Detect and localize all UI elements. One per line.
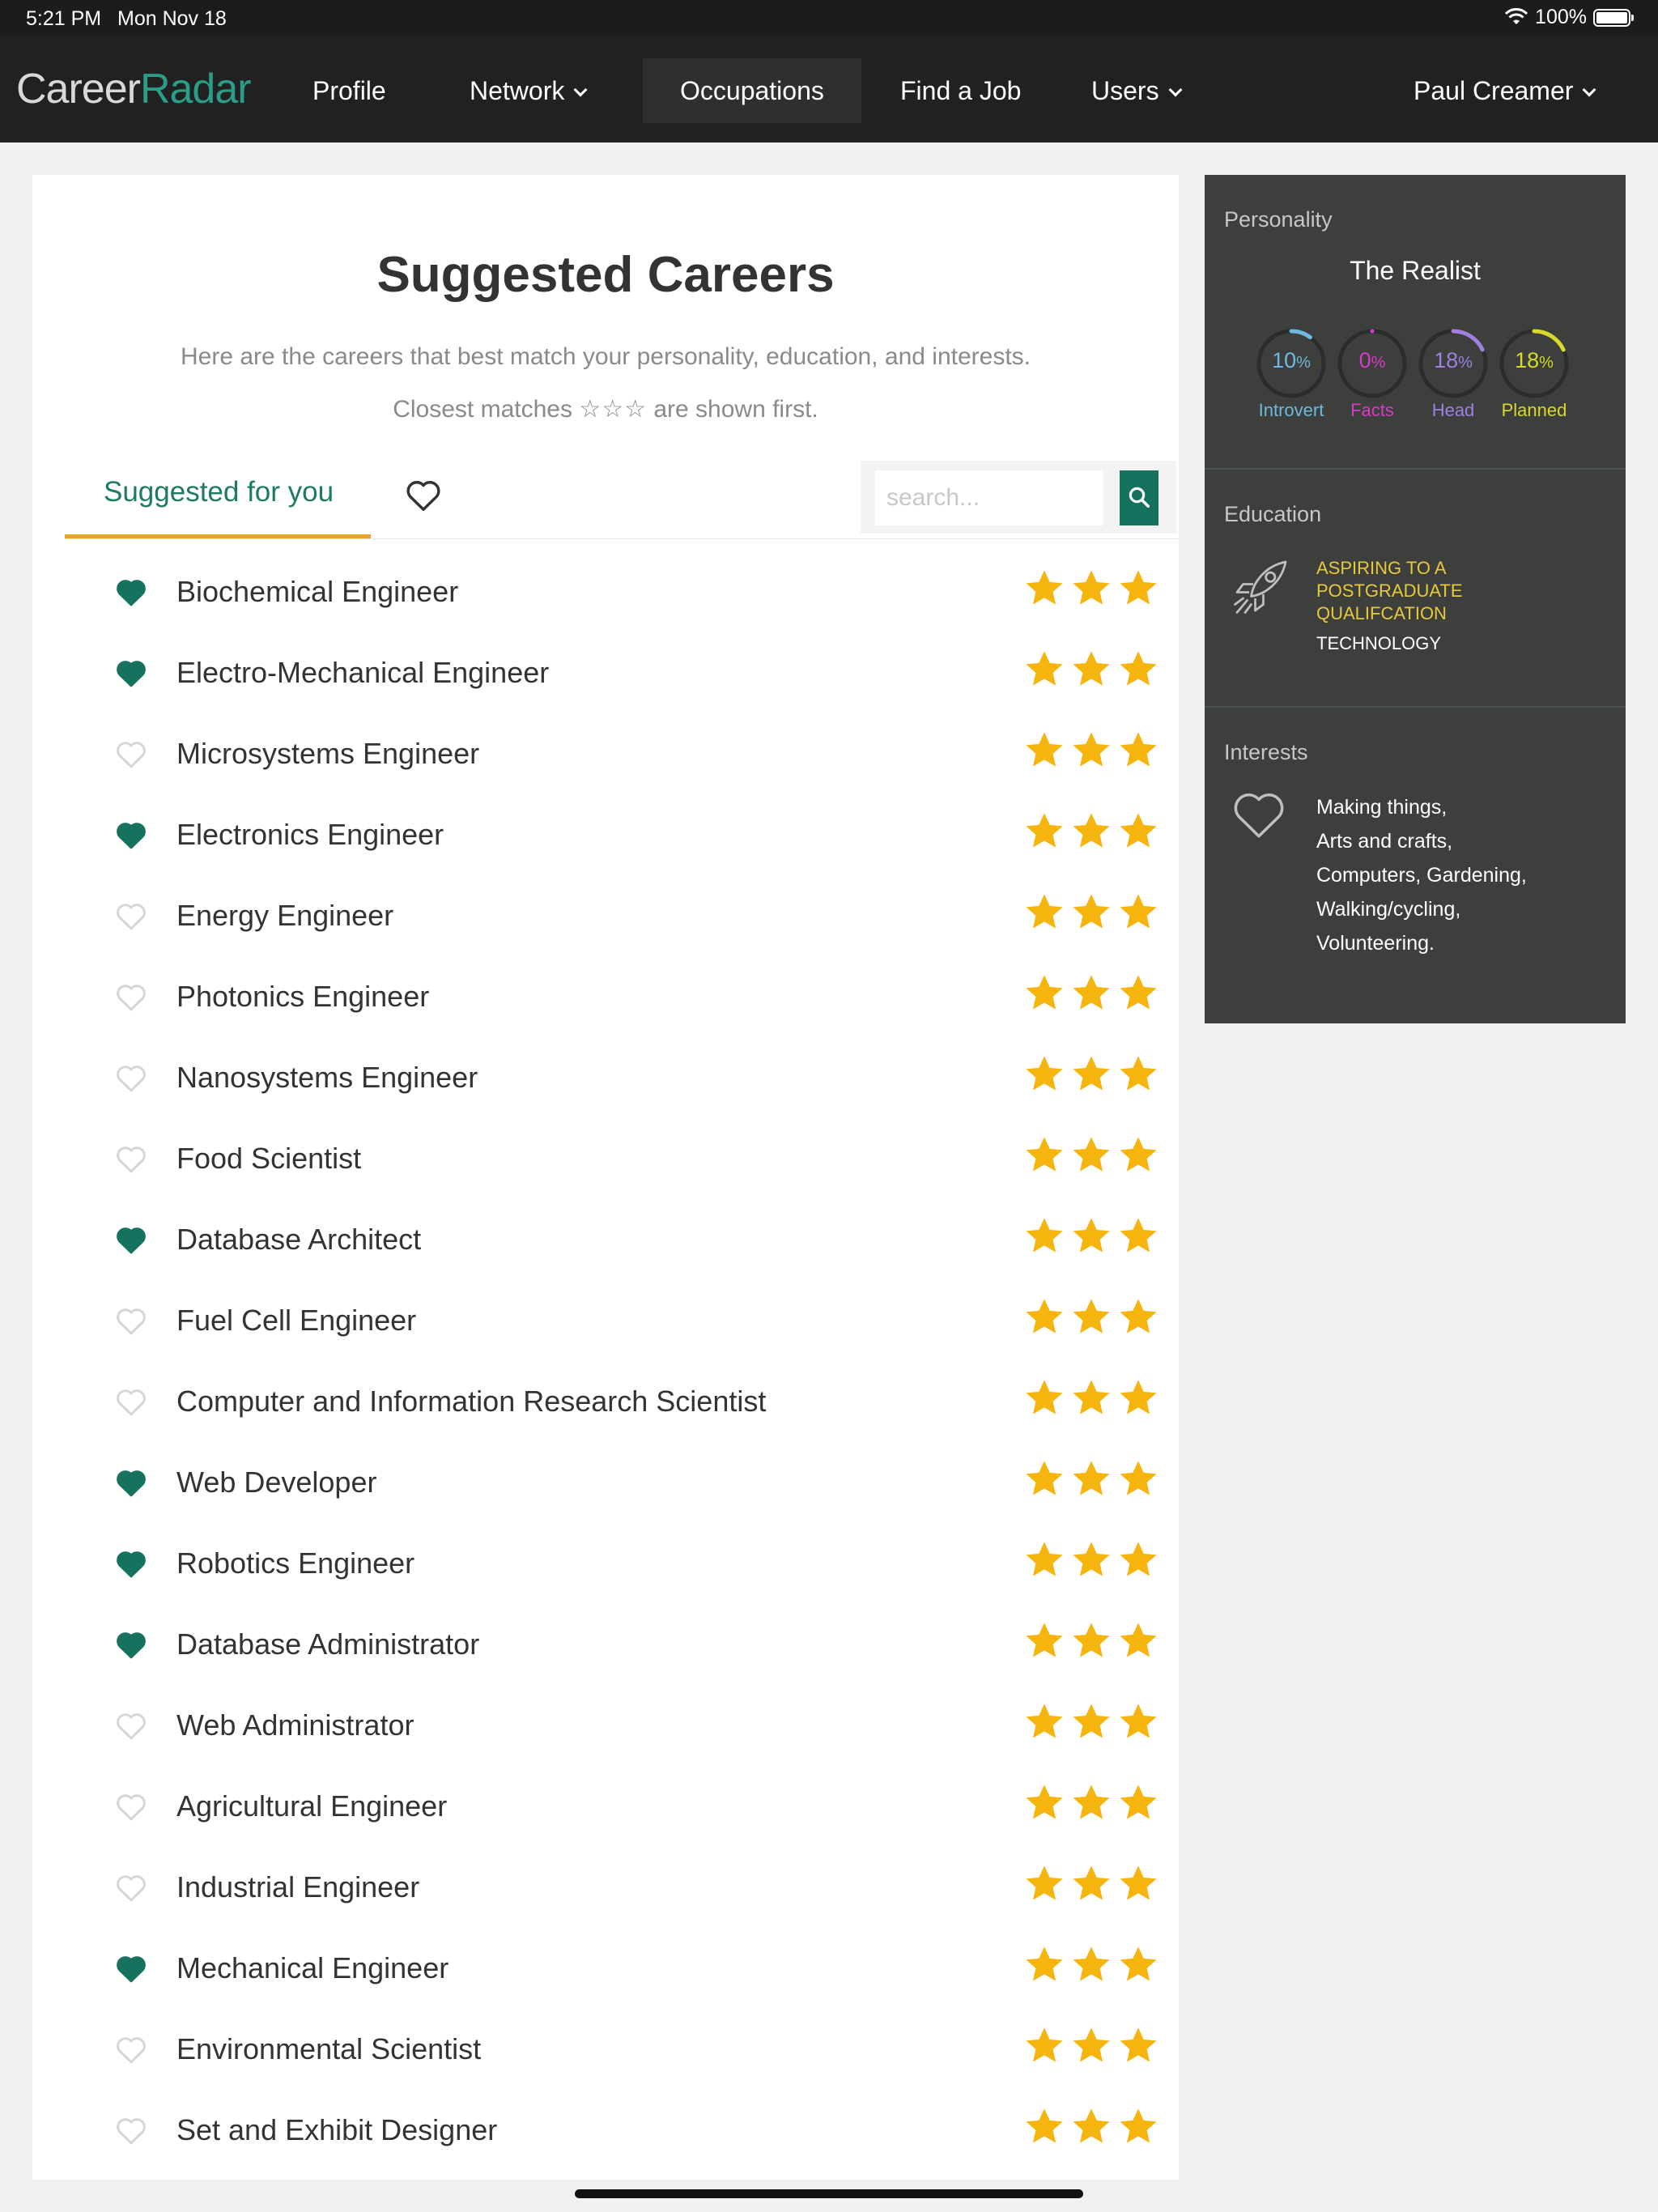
career-row[interactable] [65,876,1180,957]
heart-outline-icon[interactable] [115,1710,147,1741]
star-filled-icon [1023,1457,1065,1499]
top-navbar [0,36,1658,143]
career-row[interactable] [65,1281,1180,1362]
star-outline-icon: ☆☆☆ [579,396,647,423]
star-filled-icon [1023,810,1065,852]
star-filled-icon [1070,1781,1112,1823]
career-rating [1023,1134,1159,1176]
star-filled-icon [1117,1053,1159,1095]
career-rating [1023,1862,1159,1904]
heart-outline-icon[interactable] [115,1062,147,1093]
career-name[interactable]: Industrial Engineer [176,1870,420,1904]
user-menu[interactable]: Paul Creamer [1414,58,1594,123]
star-filled-icon [1070,1862,1112,1904]
career-rating [1023,1781,1159,1823]
career-row[interactable] [65,2091,1180,2172]
trait-value: 0% [1358,348,1386,372]
career-row[interactable] [65,795,1180,876]
career-name[interactable]: Electronics Engineer [176,818,444,851]
suggested-careers-card [32,175,1179,2180]
search-input[interactable] [875,470,1103,525]
career-name[interactable]: Food Scientist [176,1142,362,1175]
star-filled-icon [1117,972,1159,1014]
interest-line: Computers, Gardening, [1316,864,1527,887]
education-aspiration-line-1: ASPIRING TO A [1316,558,1447,578]
home-indicator[interactable] [575,2189,1083,2198]
star-filled-icon [1070,1538,1112,1580]
star-filled-icon [1117,891,1159,933]
star-filled-icon [1070,810,1112,852]
star-filled-icon [1023,1214,1065,1257]
interest-line: Making things, [1316,796,1448,819]
career-row[interactable] [65,1362,1180,1443]
section-divider [1205,468,1626,470]
interest-line: Volunteering. [1316,932,1435,955]
status-time: 5:21 PM [26,7,102,30]
star-filled-icon [1117,2024,1159,2066]
rocket-icon [1229,554,1294,619]
career-rating [1023,648,1159,690]
trait-value: 18% [1515,348,1554,372]
heart-filled-icon[interactable] [115,1629,147,1660]
career-rating [1023,810,1159,852]
star-filled-icon [1023,1538,1065,1580]
career-row[interactable] [65,1929,1180,2010]
trait-label: Facts [1350,400,1394,420]
status-date: Mon Nov 18 [117,7,227,30]
star-filled-icon [1023,1619,1065,1661]
trait-gauge [1336,327,1409,400]
heart-filled-icon[interactable] [115,1224,147,1255]
career-row[interactable] [65,1038,1180,1119]
star-filled-icon [1023,1781,1065,1823]
star-filled-icon [1023,891,1065,933]
star-filled-icon [1023,1134,1065,1176]
career-rating [1023,1538,1159,1580]
trait-gauge [1417,327,1490,400]
career-row[interactable] [65,1605,1180,1686]
education-field: TECHNOLOGY [1316,633,1442,653]
profile-summary-panel [1205,175,1626,1023]
heart-outline-icon[interactable] [115,1386,147,1417]
career-list [65,552,1180,2172]
heart-filled-icon[interactable] [115,657,147,688]
personality-name: The Realist [1350,256,1481,285]
tab-suggested-for-you[interactable]: Suggested for you [104,476,334,508]
chevron-down-icon [1583,83,1596,97]
search-icon [1127,485,1151,509]
career-row[interactable] [65,1119,1180,1200]
career-row[interactable] [65,1200,1180,1281]
interests-heading: Interests [1224,740,1308,764]
star-filled-icon [1070,2105,1112,2147]
star-filled-icon [1023,648,1065,690]
career-rating [1023,567,1159,609]
heart-outline-icon[interactable] [115,981,147,1012]
heart-outline-icon[interactable] [115,1872,147,1903]
career-rating [1023,1376,1159,1419]
star-filled-icon [1023,2024,1065,2066]
career-name[interactable]: Web Administrator [176,1708,414,1742]
star-filled-icon [1070,567,1112,609]
star-filled-icon [1070,1376,1112,1419]
career-row[interactable] [65,1443,1180,1524]
career-name[interactable]: Photonics Engineer [176,980,430,1013]
star-filled-icon [1117,810,1159,852]
heart-outline-icon[interactable] [115,900,147,931]
career-name[interactable]: Fuel Cell Engineer [176,1304,417,1337]
star-filled-icon [1117,1862,1159,1904]
personality-heading: Personality [1224,207,1333,232]
career-name[interactable]: Microsystems Engineer [176,737,480,770]
heart-outline-icon[interactable] [115,2034,147,2065]
star-filled-icon [1023,1700,1065,1742]
heart-outline-icon[interactable] [115,1305,147,1336]
star-filled-icon [1117,2105,1159,2147]
trait-label: Introvert [1258,400,1324,420]
star-filled-icon [1023,972,1065,1014]
career-name[interactable]: Set and Exhibit Designer [176,2113,498,2146]
career-rating [1023,972,1159,1014]
education-aspiration-line-2: POSTGRADUATE [1316,581,1463,601]
career-rating [1023,729,1159,771]
star-filled-icon [1070,648,1112,690]
career-rating [1023,1457,1159,1499]
star-filled-icon [1117,567,1159,609]
heart-filled-icon[interactable] [115,1953,147,1984]
star-filled-icon [1070,1700,1112,1742]
star-filled-icon [1117,1295,1159,1338]
career-name[interactable]: Energy Engineer [176,899,394,932]
search-box [861,461,1176,534]
star-filled-icon [1117,648,1159,690]
search-button[interactable] [1120,470,1158,525]
career-rating [1023,1943,1159,1985]
career-row[interactable] [65,552,1180,633]
career-name[interactable]: Mechanical Engineer [176,1951,449,1984]
trait-label: Head [1431,400,1475,420]
interests-list [1316,790,1527,960]
star-filled-icon [1117,1376,1159,1419]
heart-outline-icon[interactable] [115,1143,147,1174]
star-filled-icon [1023,1376,1065,1419]
star-filled-icon [1070,1619,1112,1661]
star-filled-icon [1070,1053,1112,1095]
interest-line: Walking/cycling, [1316,898,1461,921]
star-filled-icon [1117,1457,1159,1499]
career-row[interactable] [65,633,1180,714]
career-rating [1023,1619,1159,1661]
star-filled-icon [1070,1134,1112,1176]
career-row[interactable] [65,714,1180,795]
tab-favorites-heart-icon[interactable] [405,477,442,513]
trait-gauge [1255,327,1328,400]
career-name[interactable]: Database Architect [176,1223,422,1256]
heart-filled-icon[interactable] [115,1548,147,1579]
chevron-down-icon [574,83,588,97]
interest-line: Arts and crafts, [1316,830,1453,853]
tabs-divider [65,538,1180,539]
trait-label: Planned [1501,400,1567,420]
heart-filled-icon[interactable] [115,819,147,850]
nav-occupations[interactable]: Occupations [643,58,861,123]
career-rating [1023,1295,1159,1338]
heart-outline-icon [1231,787,1287,840]
logo-part-radar: Radar [139,66,251,113]
career-name[interactable]: Nanosystems Engineer [176,1061,478,1094]
star-filled-icon [1023,2105,1065,2147]
star-filled-icon [1117,1943,1159,1985]
nav-find-a-job[interactable]: Find a Job [900,76,1022,105]
heart-outline-icon[interactable] [115,1791,147,1822]
career-row[interactable] [65,1524,1180,1605]
career-name[interactable]: Computer and Information Research Scientist [176,1385,767,1418]
logo-part-career: Career [16,66,140,113]
trait-gauge [1498,327,1571,400]
career-name[interactable]: Database Administrator [176,1627,480,1661]
career-rating [1023,1214,1159,1257]
star-filled-icon [1117,1700,1159,1742]
career-rating [1023,2024,1159,2066]
star-filled-icon [1117,729,1159,771]
heart-outline-icon[interactable] [115,2115,147,2146]
career-row[interactable] [65,1848,1180,1929]
heart-outline-icon[interactable] [115,738,147,769]
career-name[interactable]: Electro-Mechanical Engineer [176,656,550,689]
trait-value: 10% [1272,348,1311,372]
status-bar [0,0,1658,36]
star-filled-icon [1023,729,1065,771]
career-rating [1023,1700,1159,1742]
career-name[interactable]: Robotics Engineer [176,1546,415,1580]
star-filled-icon [1023,1862,1065,1904]
career-rating [1023,2105,1159,2147]
career-name[interactable]: Environmental Scientist [176,2032,482,2065]
career-rating [1023,891,1159,933]
page-title: Suggested Careers [376,247,835,303]
star-filled-icon [1117,1538,1159,1580]
trait-value: 18% [1434,348,1473,372]
career-row[interactable] [65,1767,1180,1848]
star-filled-icon [1070,2024,1112,2066]
heart-filled-icon[interactable] [115,1467,147,1498]
career-name[interactable]: Web Developer [176,1465,377,1499]
career-rating [1023,1053,1159,1095]
career-radar-logo[interactable] [16,65,251,113]
star-filled-icon [1023,1943,1065,1985]
career-name[interactable]: Biochemical Engineer [176,575,459,608]
battery-percent: 100% [1535,6,1587,28]
education-aspiration-line-3: QUALIFCATION [1316,603,1447,623]
star-filled-icon [1117,1619,1159,1661]
star-filled-icon [1070,891,1112,933]
star-filled-icon [1070,729,1112,771]
career-row[interactable] [65,1686,1180,1767]
nav-network[interactable]: Network [470,58,585,123]
education-heading: Education [1224,502,1322,526]
star-filled-icon [1070,972,1112,1014]
career-name[interactable]: Agricultural Engineer [176,1789,448,1823]
section-divider [1205,706,1626,708]
star-filled-icon [1023,1295,1065,1338]
nav-profile[interactable]: Profile [312,76,386,105]
star-filled-icon [1070,1214,1112,1257]
heart-filled-icon[interactable] [115,576,147,607]
page-subtitle-ranking: Closest matches ☆☆☆ are shown first. [393,396,818,423]
battery-icon [1593,9,1630,27]
star-filled-icon [1023,1053,1065,1095]
star-filled-icon [1070,1457,1112,1499]
career-row[interactable] [65,2010,1180,2091]
career-row[interactable] [65,957,1180,1038]
wifi-icon [1504,8,1528,28]
nav-users[interactable]: Users [1091,58,1180,123]
star-filled-icon [1070,1943,1112,1985]
chevron-down-icon [1168,83,1182,97]
page-subtitle: Here are the careers that best match your personality, education, and interests. [181,343,1031,370]
star-filled-icon [1070,1295,1112,1338]
star-filled-icon [1117,1781,1159,1823]
star-filled-icon [1117,1134,1159,1176]
star-filled-icon [1117,1214,1159,1257]
status-right [1504,6,1630,29]
star-filled-icon [1023,567,1065,609]
